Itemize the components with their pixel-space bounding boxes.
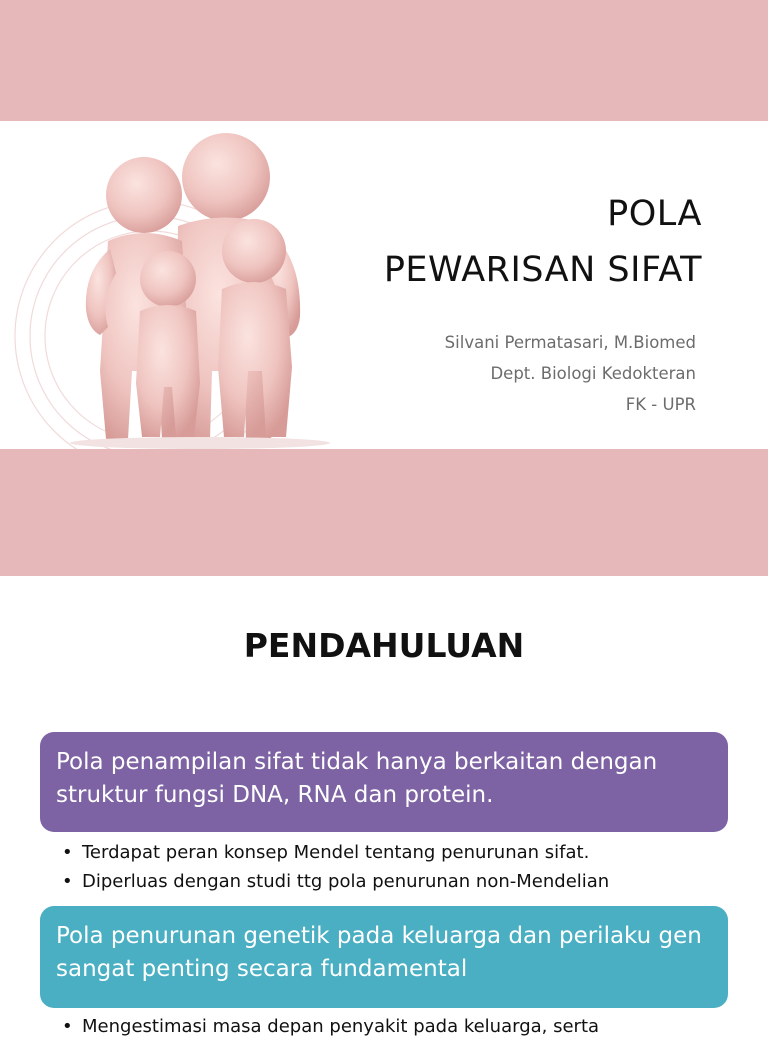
list-item: • Diperluas dengan studi ttg pola penurunan non-Mendelian [62,867,742,896]
slide-heading: PENDAHULUAN [243,626,525,665]
bullet-list-2 [62,1012,742,1041]
department: Dept. Biologi Kedokteran [490,364,696,383]
purple-callout-box: Pola penampilan sifat tidak hanya berkaitan dengan struktur fungsi DNA, RNA dan protein. [40,732,728,832]
intro-slide [0,576,768,1037]
bottom-pink-band [0,449,768,576]
title-line-1: POLA [607,194,702,234]
list-item: • Mengestimasi masa depan penyakit pada keluarga, serta [62,1012,742,1041]
list-item: • Terdapat peran konsep Mendel tentang penurunan sifat. [62,838,742,867]
top-pink-band [0,0,768,121]
author-name: Silvani Permatasari, M.Biomed [444,333,696,352]
teal-callout-box: Pola penurunan genetik pada keluarga dan perilaku gen sangat penting secara fundamental [40,906,728,1008]
title-line-2: PEWARISAN SIFAT [383,250,702,290]
institution: FK - UPR [625,395,696,414]
bullet-list-1 [62,838,742,896]
